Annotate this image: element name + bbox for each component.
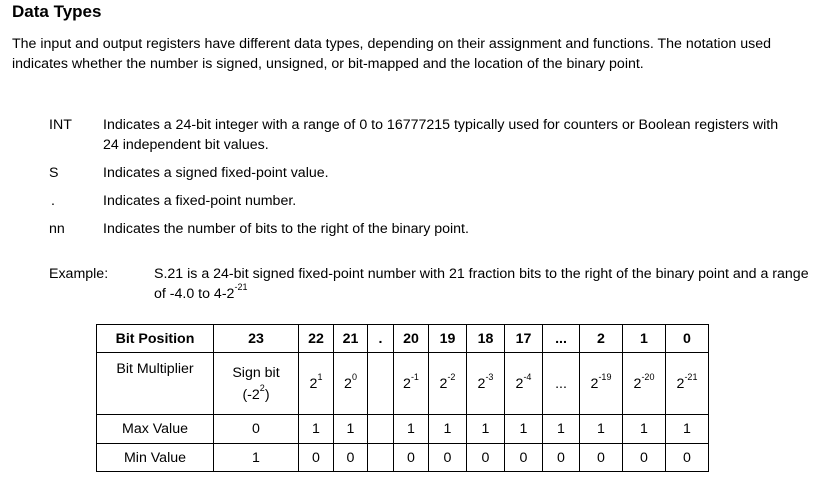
bit-table (96, 324, 709, 472)
multiplier-cell: $2^{-3}$ (467, 353, 505, 415)
ellipsis-cell: ... (543, 353, 580, 415)
min-value-cell: 0 (334, 444, 368, 472)
table-row-min-value (97, 444, 709, 472)
table-row-bit-multiplier (97, 353, 709, 415)
binary-point-cell (368, 444, 394, 472)
min-value-cell: 0 (505, 444, 543, 472)
max-value-cell: 1 (666, 415, 709, 444)
definition-term-int: INT (49, 117, 72, 133)
min-value-cell: 1 (214, 444, 299, 472)
table-row-max-value (97, 415, 709, 444)
example-label: Example: (49, 266, 109, 282)
example-body: S.21 is a 24-bit signed fixed-point number with 21 fraction bits to the right of the binary point and a range of -4.0 to 4-2 (154, 266, 809, 302)
bit-position-cell: 18 (467, 325, 505, 353)
bit-position-cell: 2 (580, 325, 623, 353)
multiplier-cell: $2^{-1}$ (394, 353, 429, 415)
max-value-cell: 1 (623, 415, 666, 444)
bit-position-cell: 20 (394, 325, 429, 353)
multiplier-cell: $2^{-21}$ (666, 353, 709, 415)
intro-paragraph: The input and output registers have different data types, depending on their assignment and functions. The notation used indicates whether the number is signed, unsigned, or bit-mapped and the location of the binary point. (12, 36, 772, 72)
row-label-bit-position: Bit Position (97, 325, 214, 353)
min-value-cell: 0 (299, 444, 334, 472)
sign-bit-label: Sign bit (232, 364, 280, 381)
max-value-cell: 1 (299, 415, 334, 444)
definition-desc-nn: Indicates the number of bits to the right of the binary point. (103, 221, 469, 237)
bit-position-cell: 21 (334, 325, 368, 353)
max-value-cell: 1 (580, 415, 623, 444)
bit-position-cell: 0 (666, 325, 709, 353)
multiplier-cell: $2^{-4}$ (505, 353, 543, 415)
multiplier-cell: $2^0$ (334, 353, 368, 415)
multiplier-cell: $2^{-19}$ (580, 353, 623, 415)
min-value-cell: 0 (623, 444, 666, 472)
definition-term-s: S (49, 165, 59, 181)
definition-term-nn: nn (49, 221, 65, 237)
row-label-max-value: Max Value (97, 415, 214, 444)
row-label-bit-multiplier: Bit Multiplier (97, 353, 214, 415)
min-value-cell: 0 (429, 444, 467, 472)
sign-bit-multiplier: $(-2^2)$ (242, 382, 270, 403)
bit-position-cell: 19 (429, 325, 467, 353)
min-value-cell: 0 (467, 444, 505, 472)
min-value-cell: 0 (394, 444, 429, 472)
min-value-cell: 0 (543, 444, 580, 472)
ellipsis-cell: ... (543, 325, 580, 353)
bit-position-cell: 22 (299, 325, 334, 353)
definition-term-dot: . (51, 193, 55, 209)
max-value-cell: 1 (334, 415, 368, 444)
max-value-cell: 1 (505, 415, 543, 444)
definition-desc-s: Indicates a signed fixed-point value. (103, 165, 329, 181)
multiplier-cell: $2^1$ (299, 353, 334, 415)
max-value-cell: 1 (394, 415, 429, 444)
max-value-cell: 1 (467, 415, 505, 444)
max-value-cell: 1 (429, 415, 467, 444)
example-text (154, 264, 814, 304)
min-value-cell: 0 (580, 444, 623, 472)
definition-desc-dot: Indicates a fixed-point number. (103, 193, 297, 209)
example-exponent: -21 (234, 282, 248, 293)
row-label-min-value: Min Value (97, 444, 214, 472)
min-value-cell: 0 (666, 444, 709, 472)
bit-position-cell: 1 (623, 325, 666, 353)
definition-desc-int: Indicates a 24-bit integer with a range of 0 to 16777215 typically used for counters or Boolean registers with 24 independent bit values. (103, 117, 779, 153)
binary-point-cell: . (368, 325, 394, 353)
bit-position-cell: 17 (505, 325, 543, 353)
binary-point-cell (368, 415, 394, 444)
bit-position-cell: 23 (214, 325, 299, 353)
page-title: Data Types (12, 2, 102, 21)
table-row-bit-position (97, 325, 709, 353)
max-value-cell: 1 (543, 415, 580, 444)
binary-point-cell (368, 353, 394, 415)
max-value-cell: 0 (214, 415, 299, 444)
multiplier-cell: $2^{-2}$ (429, 353, 467, 415)
multiplier-cell: $2^{-20}$ (623, 353, 666, 415)
sign-bit-cell (214, 353, 299, 415)
